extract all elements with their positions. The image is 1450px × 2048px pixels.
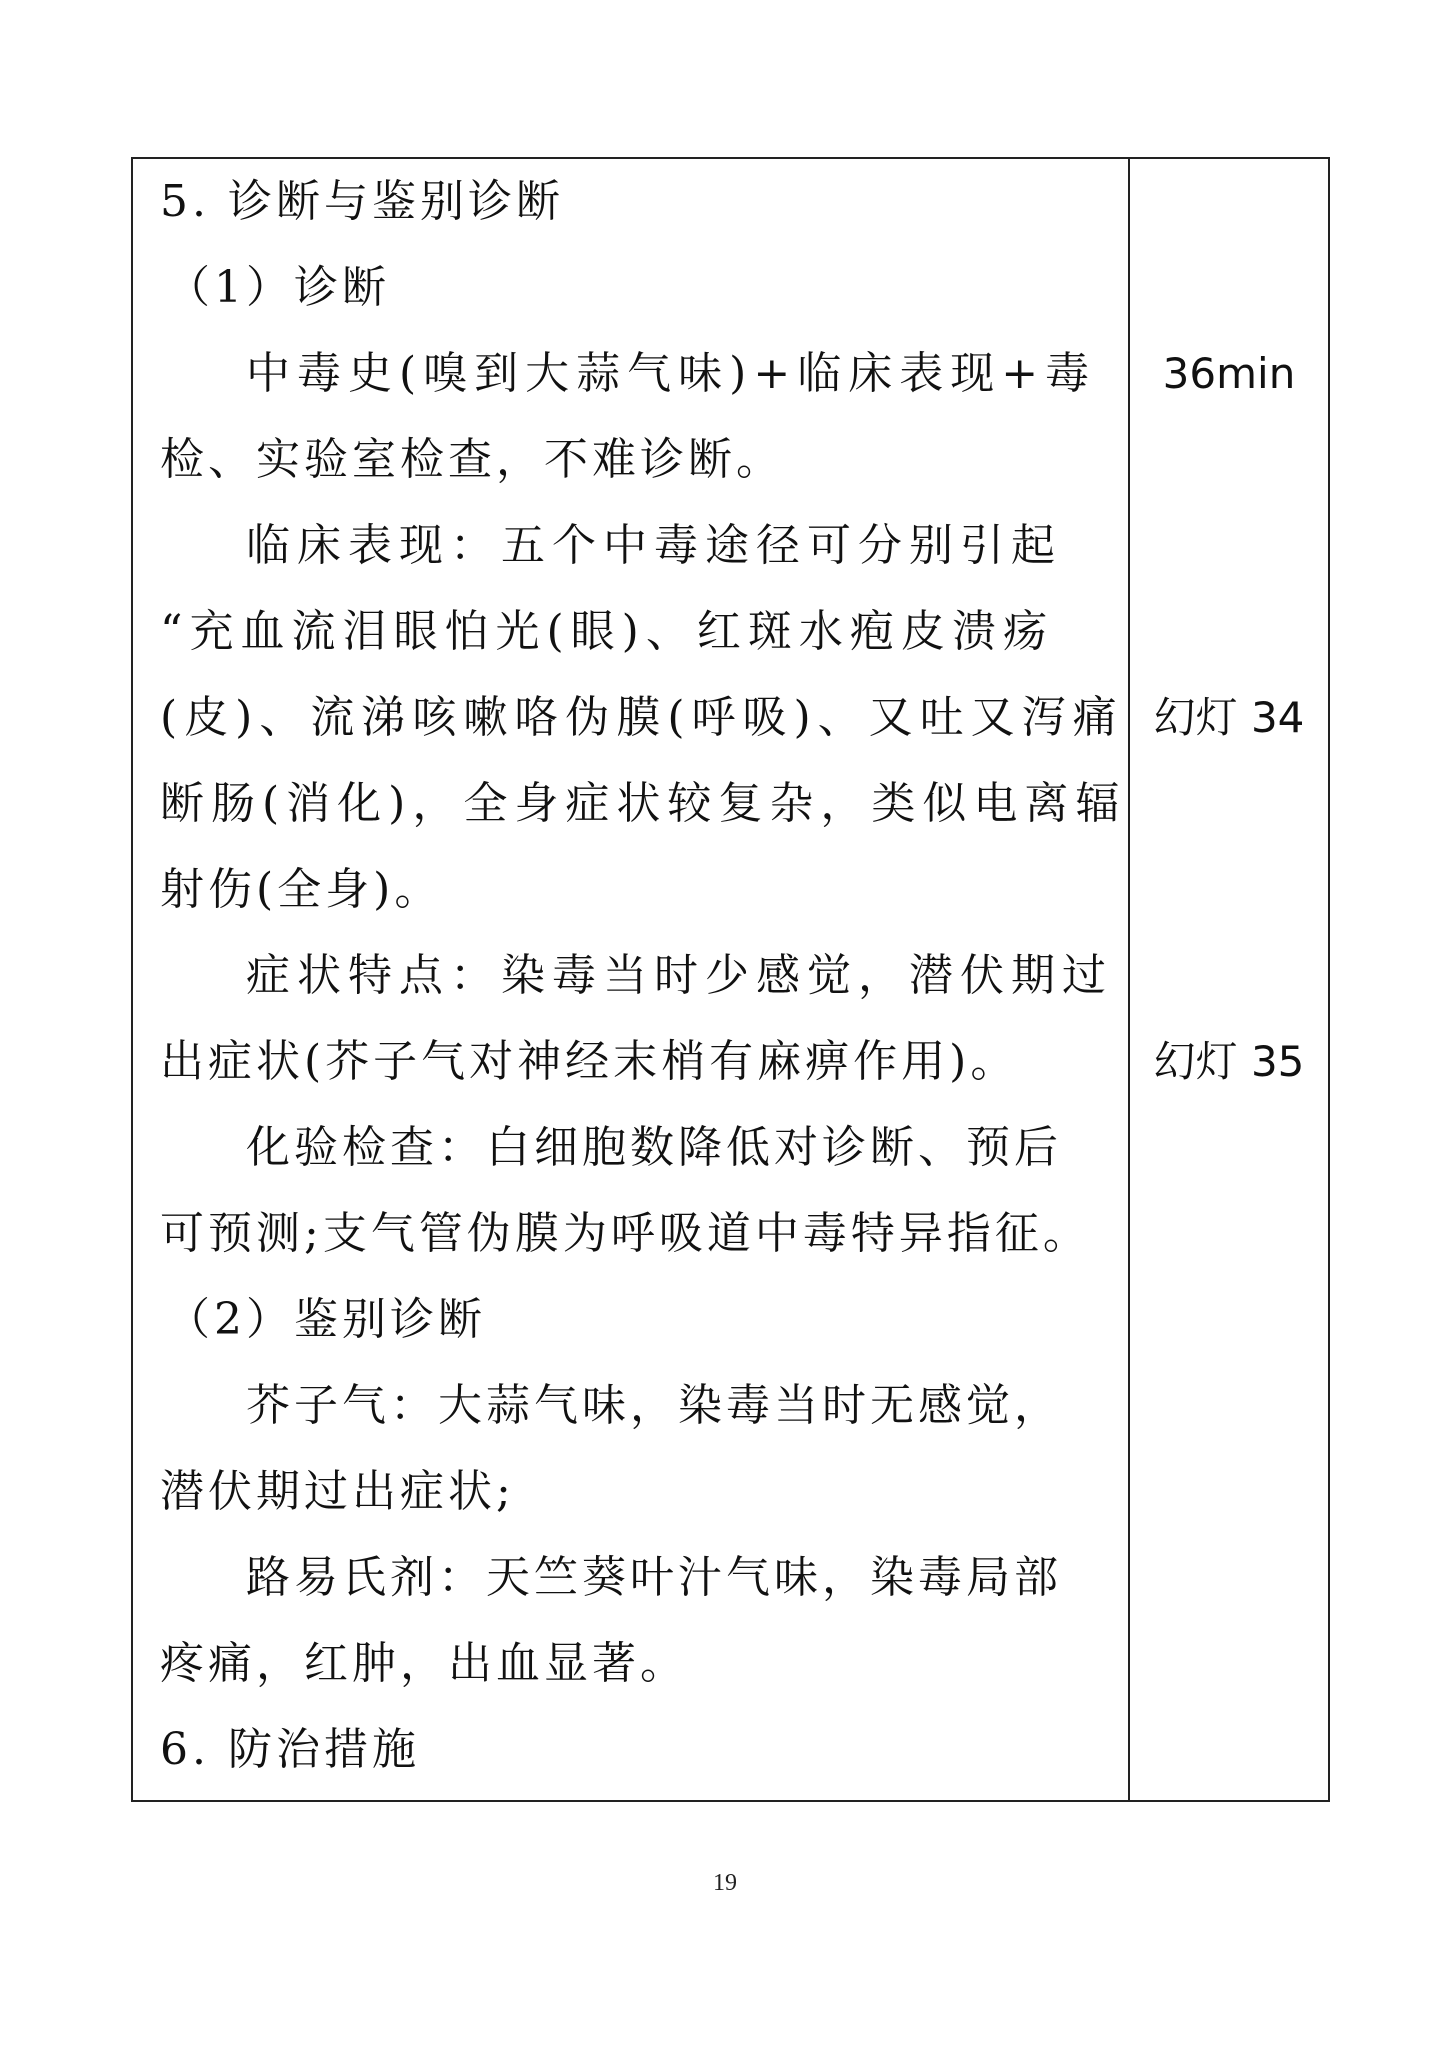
text-line: 检、实验室检查，不难诊断。 (160, 434, 784, 485)
page-number: 19 (713, 1870, 737, 1896)
text-line: 临床表现：五个中毒途径可分别引起 (246, 520, 1062, 571)
subheading-differential: （2）鉴别诊断 (166, 1294, 486, 1345)
lesson-table (131, 157, 1330, 1802)
section-heading-diagnosis: 5. 诊断与鉴别诊断 (160, 176, 564, 227)
text-line: 化验检查：白细胞数降低对诊断、预后 (246, 1122, 1062, 1173)
text-line: 路易氏剂：天竺葵叶汁气味，染毒局部 (246, 1552, 1062, 1603)
subheading-diagnosis: （1）诊断 (166, 262, 390, 313)
text-line: (皮)、流涕咳嗽咯伪膜(呼吸)、又吐又泻痛 (160, 692, 1124, 743)
text-line: 潜伏期过出症状; (160, 1466, 515, 1517)
text-line: 症状特点：染毒当时少感觉，潜伏期过 (246, 950, 1113, 1001)
text-line: 芥子气：大蒜气味，染毒当时无感觉， (246, 1380, 1062, 1431)
slide-note-34: 幻灯 34 (1153, 693, 1305, 742)
text-line: 中毒史(嗅到大蒜气味)+临床表现+毒 (246, 348, 1097, 399)
text-line: “充血流泪眼怕光(眼)、红斑水疱皮溃疡 (160, 606, 1054, 657)
text-line: 可预测;支气管伪膜为呼吸道中毒特异指征。 (160, 1208, 1091, 1259)
time-note: 36min (1162, 349, 1296, 398)
text-line: 出症状(芥子气对神经末梢有麻痹作用)。 (160, 1036, 1019, 1087)
notes-column (1130, 159, 1328, 1800)
content-column (133, 159, 1130, 1800)
slide-note-35: 幻灯 35 (1153, 1037, 1305, 1086)
text-line: 断肠(消化)，全身症状较复杂，类似电离辐 (160, 778, 1127, 829)
text-line: 疼痛，红肿，出血显著。 (160, 1638, 688, 1689)
text-line: 射伤(全身)。 (160, 864, 443, 915)
section-heading-prevention: 6. 防治措施 (160, 1724, 420, 1775)
